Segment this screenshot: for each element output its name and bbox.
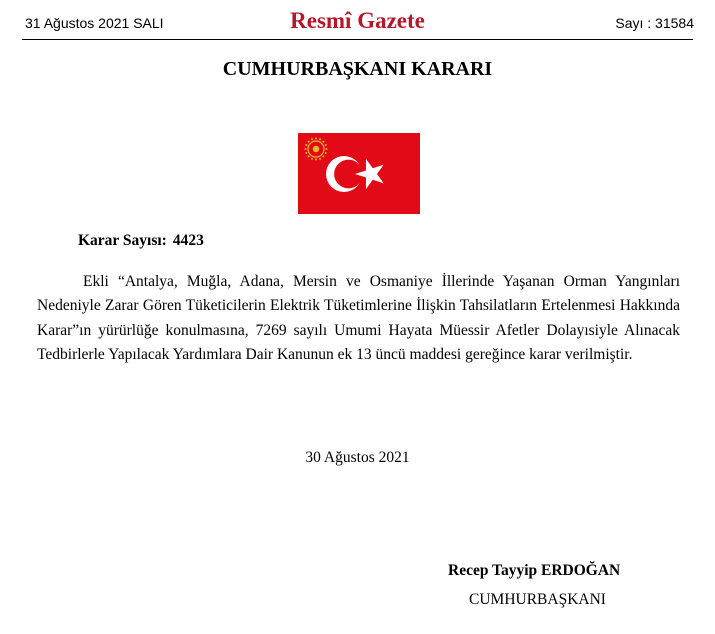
seal-star — [311, 138, 313, 140]
signatory-title: CUMHURBAŞKANI — [469, 591, 606, 608]
gazette-title: Resmî Gazete — [290, 8, 425, 33]
decision-number-label: Karar Sayısı: — [78, 232, 167, 249]
seal-star — [305, 144, 307, 146]
seal-star — [315, 138, 317, 140]
decision-number-line — [78, 232, 204, 250]
signature-date: 30 Ağustos 2021 — [305, 449, 410, 466]
seal-star — [319, 138, 321, 140]
turkish-flag-icon — [298, 133, 420, 214]
header-divider — [22, 39, 693, 40]
decision-body-paragraph: Ekli “Antalya, Muğla, Adana, Mersin ve Osmaniye İllerinde Yaşanan Orman Yangınları Nedeniyle Zarar Gören Tüketicilerin Elektrik Tüketimlerine İlişkin Tahsilatların Ertelenmesi Hakkında Karar”ın yürürlüğe konulmasına, 7269 sayılı Umumi Hayata Müessir Afetler Dolayısiyle Alınacak Tedbirlerle Yapılacak Yardımlara Dair Kanunun ek 13 üncü maddesi gereğince karar verilmiştir. — [37, 273, 680, 364]
seal-star — [305, 152, 307, 154]
seal-star — [322, 141, 324, 143]
presidential-seal-icon — [305, 138, 328, 161]
seal-star — [315, 159, 317, 161]
seal-star — [325, 144, 327, 146]
seal-star — [325, 152, 327, 154]
seal-star — [311, 158, 313, 160]
seal-star — [319, 158, 321, 160]
publication-date: 31 Ağustos 2021 SALI — [25, 15, 164, 31]
seal-star — [326, 148, 328, 150]
seal-star — [308, 141, 310, 143]
seal-star — [305, 148, 307, 150]
document-title: CUMHURBAŞKANI KARARI — [222, 58, 493, 80]
seal-star — [322, 155, 324, 157]
signatory-name: Recep Tayyip ERDOĞAN — [448, 562, 621, 579]
seal-star — [308, 155, 310, 157]
issue-number: Sayı : 31584 — [615, 15, 694, 31]
decision-number-value: 4423 — [172, 232, 204, 249]
